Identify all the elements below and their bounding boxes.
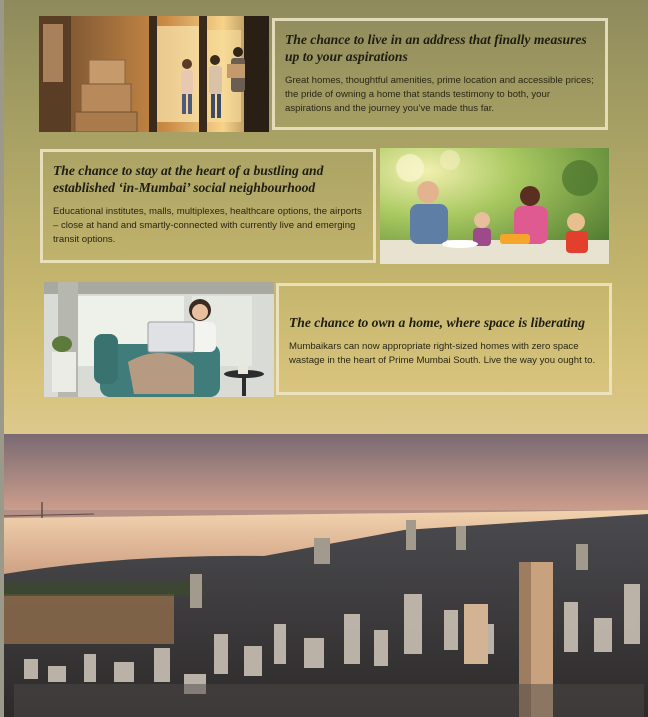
family-dining-photo bbox=[380, 148, 609, 264]
neighbourhood-title: The chance to stay at the heart of a bustling and established ‘in-Mumbai’ social neighbourhood bbox=[53, 163, 324, 195]
space-panel bbox=[276, 283, 612, 395]
neighbourhood-body: Educational institutes, malls, multiplexes, healthcare options, the airports – close at hand and smartly-connected with currently live and emerging transit options. bbox=[53, 206, 362, 245]
mumbai-skyline-photo bbox=[4, 434, 648, 717]
moving-family-photo bbox=[39, 16, 269, 132]
space-body: Mumbaikars can now appropriate right-sized homes with zero space wastage in the heart of Prime Mumbai South. Live the way you ought to. bbox=[289, 341, 596, 366]
woman-sofa-photo bbox=[44, 282, 274, 397]
brochure-page bbox=[4, 0, 648, 717]
aspirations-panel bbox=[272, 18, 608, 130]
space-title: The chance to own a home, where space is liberating bbox=[289, 315, 586, 330]
neighbourhood-panel bbox=[40, 149, 376, 263]
aspirations-body: Great homes, thoughtful amenities, prime location and accessible prices; the pride of owning a home that stands testimony to both, your aspirations and the journey you’ve made thus far. bbox=[285, 75, 594, 114]
aspirations-title: The chance to live in an address that finally measures up to your aspirations bbox=[285, 32, 587, 64]
